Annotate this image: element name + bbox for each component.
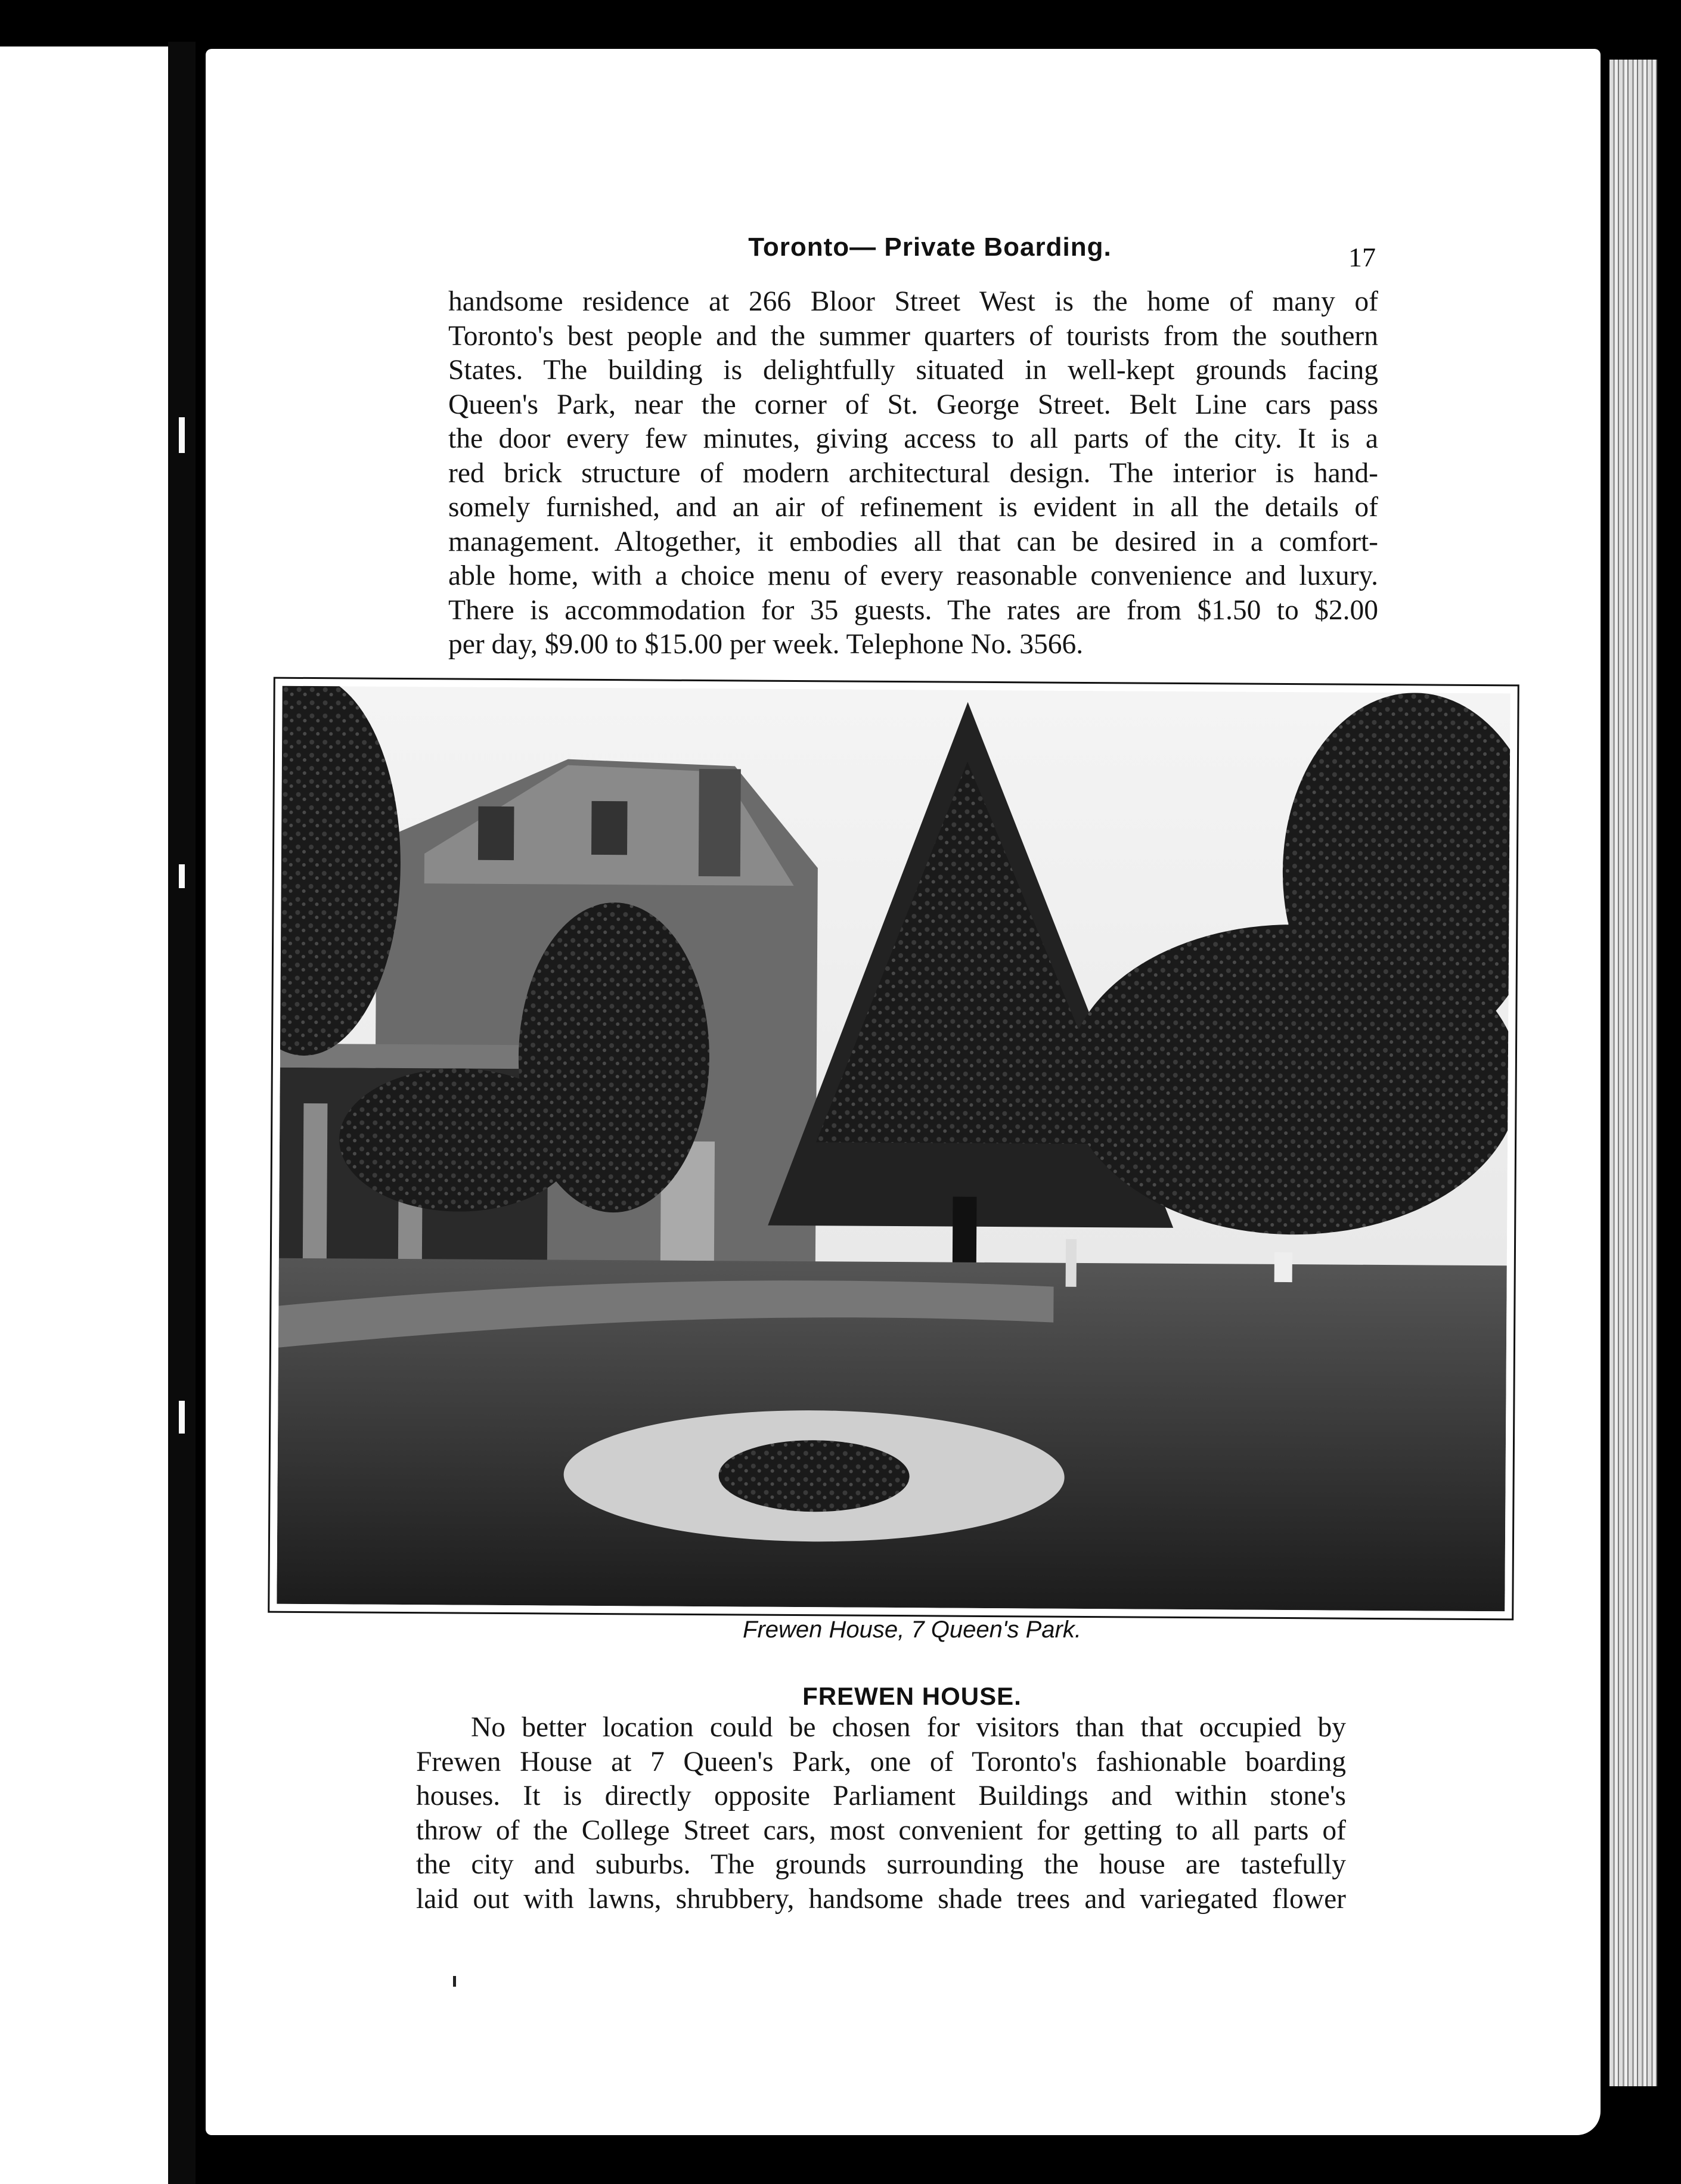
boarding-entry-text bbox=[448, 285, 1378, 662]
facing-page bbox=[0, 46, 173, 2184]
text-line: laid out with lawns, shrubbery, handsome shade trees and variegated flower bbox=[416, 1883, 1346, 1915]
book-spine bbox=[168, 42, 196, 2184]
running-head: Toronto— Private Boarding. bbox=[748, 232, 1112, 262]
text-line: No better location could be chosen for visitors than that occupied by bbox=[471, 1712, 1346, 1743]
text-line: States. The building is delightfully situated in well-kept grounds facing bbox=[448, 355, 1378, 386]
page-number: 17 bbox=[1348, 242, 1376, 272]
text-line: per day, $9.00 to $15.00 per week. Telephone No. 3566. bbox=[448, 629, 1084, 660]
house-photograph bbox=[268, 677, 1519, 1621]
text-line: the city and suburbs. The grounds surrounding the house are tastefully bbox=[416, 1849, 1346, 1880]
frewen-house-text bbox=[416, 1711, 1346, 1916]
photo-caption: Frewen House, 7 Queen's Park. bbox=[743, 1617, 1081, 1643]
text-line: Queen's Park, near the corner of St. George Street. Belt Line cars pass bbox=[448, 389, 1378, 420]
text-line: management. Altogether, it embodies all that can be desired in a comfort- bbox=[448, 526, 1378, 557]
section-heading: FREWEN HOUSE. bbox=[802, 1682, 1022, 1710]
page-edges bbox=[1609, 60, 1657, 2086]
text-line: red brick structure of modern architectural design. The interior is hand- bbox=[448, 457, 1378, 489]
text-line: handsome residence at 266 Bloor Street West is the home of many of bbox=[448, 286, 1378, 317]
text-line: somely furnished, and an air of refinement is evident in all the details of bbox=[448, 492, 1378, 523]
spine-mark bbox=[179, 1401, 185, 1434]
text-line: Toronto's best people and the summer quarters of tourists from the southern bbox=[448, 320, 1378, 352]
text-line: able home, with a choice menu of every reasonable convenience and luxury. bbox=[448, 560, 1378, 591]
text-line: throw of the College Street cars, most convenient for getting to all parts of bbox=[416, 1814, 1346, 1846]
text-line: There is accommodation for 35 guests. The rates are from $1.50 to $2.00 bbox=[448, 594, 1378, 626]
text-line: Frewen House at 7 Queen's Park, one of Toronto's fashionable boarding bbox=[416, 1746, 1346, 1777]
text-line: the door every few minutes, giving access to all parts of the city. It is a bbox=[448, 423, 1378, 454]
spine-mark bbox=[179, 864, 185, 888]
spine-mark bbox=[179, 417, 185, 453]
house-photo-illustration bbox=[277, 686, 1510, 1612]
text-line: houses. It is directly opposite Parliament Buildings and within stone's bbox=[416, 1780, 1346, 1811]
ink-speck bbox=[453, 1976, 456, 1987]
